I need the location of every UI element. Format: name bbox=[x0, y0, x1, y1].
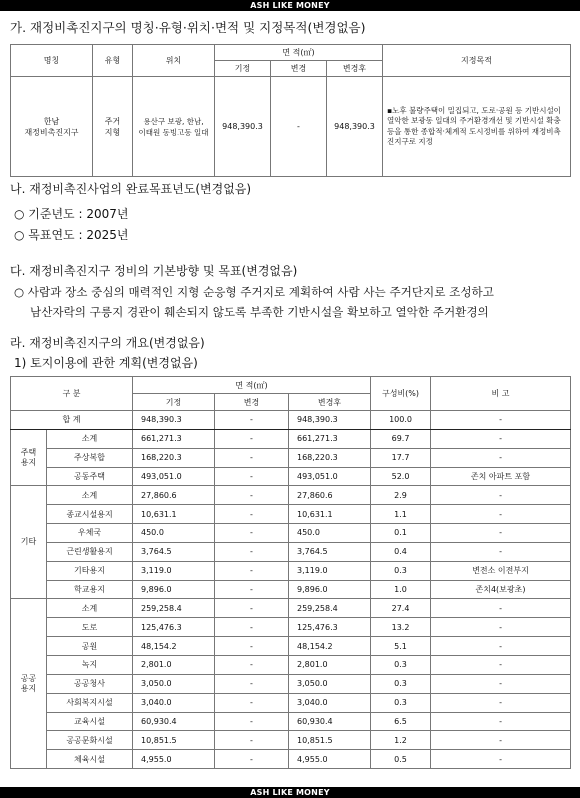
table-row bbox=[11, 505, 571, 524]
cell-change: - bbox=[215, 599, 289, 618]
cell-after: 10,851.5 bbox=[289, 731, 371, 750]
land-use-table bbox=[10, 376, 571, 769]
bottom-brand-bar: ASH LIKE MONEY bbox=[0, 787, 580, 798]
cell-ratio: 0.4 bbox=[371, 542, 431, 561]
cell-ratio: 1.2 bbox=[371, 731, 431, 750]
cell-change: - bbox=[215, 486, 289, 505]
table-row bbox=[11, 637, 571, 656]
cell-existing: 259,258.4 bbox=[133, 599, 215, 618]
table-row bbox=[11, 486, 571, 505]
table-row bbox=[11, 750, 571, 769]
cell-note: - bbox=[431, 712, 571, 731]
table-row bbox=[11, 674, 571, 693]
col-ratio: 구성비(%) bbox=[371, 377, 431, 411]
cell-after: 125,476.3 bbox=[289, 618, 371, 637]
cell-note: - bbox=[431, 429, 571, 448]
cell-ratio: 0.3 bbox=[371, 693, 431, 712]
cell-label: 사회복지시설 bbox=[47, 693, 133, 712]
cell-note: 존치4(보광초) bbox=[431, 580, 571, 599]
cell-after: 4,955.0 bbox=[289, 750, 371, 769]
cell-existing: 3,040.0 bbox=[133, 693, 215, 712]
cell-existing: 4,955.0 bbox=[133, 750, 215, 769]
cell-label: 도로 bbox=[47, 618, 133, 637]
cell-note: - bbox=[431, 542, 571, 561]
cell-existing: 450.0 bbox=[133, 524, 215, 543]
cell-existing: 48,154.2 bbox=[133, 637, 215, 656]
table-row bbox=[11, 655, 571, 674]
cell-change: - bbox=[215, 448, 289, 467]
designation-purpose: ▪노후 불량주택이 밀집되고, 도로·공원 등 기반시설이 열악한 보광동 일대의 주거환경개선 및 기반시설 확충 등을 통한 종합적·체계적 도시정비를 위하여 재정비촉진지구로 지정 bbox=[383, 77, 571, 177]
cell-ratio: 0.3 bbox=[371, 561, 431, 580]
cell-change: - bbox=[215, 561, 289, 580]
cell-label: 공원 bbox=[47, 637, 133, 656]
cell-after: 661,271.3 bbox=[289, 429, 371, 448]
cell-after: 3,040.0 bbox=[289, 693, 371, 712]
cell-ratio: 1.1 bbox=[371, 505, 431, 524]
col-type: 유형 bbox=[93, 45, 133, 77]
cell-ratio: 27.4 bbox=[371, 599, 431, 618]
cell-after: 60,930.4 bbox=[289, 712, 371, 731]
group-label: 공공 용지 bbox=[11, 599, 47, 769]
direction-line-2: 남산자락의 구릉지 경관이 훼손되지 않도록 부족한 기반시설을 확보하고 열악한 주거환경의 bbox=[30, 305, 489, 319]
designation-table bbox=[10, 44, 571, 177]
cell-note: - bbox=[431, 486, 571, 505]
table-row bbox=[11, 542, 571, 561]
cell-change: - bbox=[215, 524, 289, 543]
cell-change: - bbox=[215, 712, 289, 731]
cell-existing: 3,119.0 bbox=[133, 561, 215, 580]
cell-existing: 2,801.0 bbox=[133, 655, 215, 674]
table-row bbox=[11, 599, 571, 618]
cell-note: - bbox=[431, 618, 571, 637]
cell-change: - bbox=[215, 674, 289, 693]
cell-ratio: 0.5 bbox=[371, 750, 431, 769]
cell-existing: 3,764.5 bbox=[133, 542, 215, 561]
total-after: 948,390.3 bbox=[289, 411, 371, 430]
group-label: 주택 용지 bbox=[11, 429, 47, 486]
cell-existing: 9,896.0 bbox=[133, 580, 215, 599]
land-use-subtitle: 1) 토지이용에 관한 계획(변경없음) bbox=[14, 356, 198, 370]
top-brand-bar: ASH LIKE MONEY bbox=[0, 0, 580, 11]
table-row bbox=[11, 693, 571, 712]
area-after: 948,390.3 bbox=[327, 77, 383, 177]
table-row bbox=[11, 731, 571, 750]
cell-existing: 125,476.3 bbox=[133, 618, 215, 637]
cell-existing: 60,930.4 bbox=[133, 712, 215, 731]
total-note: - bbox=[431, 411, 571, 430]
total-label: 합 계 bbox=[11, 411, 133, 430]
cell-label: 주상복합 bbox=[47, 448, 133, 467]
col-after: 변경후 bbox=[327, 61, 383, 77]
cell-ratio: 52.0 bbox=[371, 467, 431, 486]
cell-existing: 27,860.6 bbox=[133, 486, 215, 505]
cell-note: - bbox=[431, 637, 571, 656]
cell-existing: 168,220.3 bbox=[133, 448, 215, 467]
cell-ratio: 69.7 bbox=[371, 429, 431, 448]
table-row bbox=[11, 712, 571, 731]
total-change: - bbox=[215, 411, 289, 430]
cell-label: 소계 bbox=[47, 599, 133, 618]
target-year: ○ 목표연도 : 2025년 bbox=[14, 228, 129, 242]
cell-ratio: 0.1 bbox=[371, 524, 431, 543]
cell-ratio: 5.1 bbox=[371, 637, 431, 656]
cell-note: - bbox=[431, 693, 571, 712]
cell-label: 교육시설 bbox=[47, 712, 133, 731]
cell-after: 493,051.0 bbox=[289, 467, 371, 486]
col-purpose: 지정목적 bbox=[383, 45, 571, 77]
cell-label: 공동주택 bbox=[47, 467, 133, 486]
group-label: 기타 bbox=[11, 486, 47, 599]
cell-after: 259,258.4 bbox=[289, 599, 371, 618]
district-location: 용산구 보광, 한남, 이태원 동빙고동 일대 bbox=[133, 77, 215, 177]
cell-note: 존치 아파트 포함 bbox=[431, 467, 571, 486]
col-existing: 기정 bbox=[133, 394, 215, 411]
cell-note: - bbox=[431, 674, 571, 693]
cell-after: 48,154.2 bbox=[289, 637, 371, 656]
cell-existing: 661,271.3 bbox=[133, 429, 215, 448]
cell-note: - bbox=[431, 448, 571, 467]
cell-after: 9,896.0 bbox=[289, 580, 371, 599]
cell-change: - bbox=[215, 467, 289, 486]
section-ra-title: 라. 재정비촉진지구의 개요(변경없음) bbox=[10, 336, 205, 350]
cell-label: 우체국 bbox=[47, 524, 133, 543]
table-row bbox=[11, 580, 571, 599]
cell-ratio: 0.3 bbox=[371, 674, 431, 693]
cell-note: - bbox=[431, 599, 571, 618]
col-area: 면 적(㎡) bbox=[215, 45, 383, 61]
cell-after: 3,119.0 bbox=[289, 561, 371, 580]
cell-existing: 3,050.0 bbox=[133, 674, 215, 693]
col-change: 변경 bbox=[215, 394, 289, 411]
table-row bbox=[11, 561, 571, 580]
col-location: 위치 bbox=[133, 45, 215, 77]
cell-after: 3,764.5 bbox=[289, 542, 371, 561]
cell-note: - bbox=[431, 655, 571, 674]
cell-note: - bbox=[431, 524, 571, 543]
cell-existing: 10,631.1 bbox=[133, 505, 215, 524]
table-row bbox=[11, 467, 571, 486]
cell-change: - bbox=[215, 731, 289, 750]
cell-label: 학교용지 bbox=[47, 580, 133, 599]
cell-label: 녹지 bbox=[47, 655, 133, 674]
district-type: 주거 지형 bbox=[93, 77, 133, 177]
col-area: 면 적(㎡) bbox=[133, 377, 371, 394]
col-after: 변경후 bbox=[289, 394, 371, 411]
cell-after: 2,801.0 bbox=[289, 655, 371, 674]
cell-ratio: 13.2 bbox=[371, 618, 431, 637]
cell-existing: 10,851.5 bbox=[133, 731, 215, 750]
area-change: - bbox=[271, 77, 327, 177]
cell-note: - bbox=[431, 750, 571, 769]
col-category: 구 분 bbox=[11, 377, 133, 411]
cell-ratio: 6.5 bbox=[371, 712, 431, 731]
cell-after: 10,631.1 bbox=[289, 505, 371, 524]
cell-label: 공공문화시설 bbox=[47, 731, 133, 750]
col-name: 명칭 bbox=[11, 45, 93, 77]
col-existing: 기정 bbox=[215, 61, 271, 77]
cell-change: - bbox=[215, 429, 289, 448]
cell-change: - bbox=[215, 693, 289, 712]
district-name: 한남 재정비촉진지구 bbox=[11, 77, 93, 177]
cell-change: - bbox=[215, 580, 289, 599]
cell-note: 변전소 이전부지 bbox=[431, 561, 571, 580]
cell-change: - bbox=[215, 618, 289, 637]
cell-change: - bbox=[215, 750, 289, 769]
cell-after: 168,220.3 bbox=[289, 448, 371, 467]
cell-after: 27,860.6 bbox=[289, 486, 371, 505]
cell-change: - bbox=[215, 655, 289, 674]
section-da-title: 다. 재정비촉진지구 정비의 기본방향 및 목표(변경없음) bbox=[10, 264, 298, 278]
cell-label: 종교시설용지 bbox=[47, 505, 133, 524]
total-row bbox=[11, 411, 571, 430]
section-na-title: 나. 재정비촉진사업의 완료목표년도(변경없음) bbox=[10, 182, 252, 196]
cell-note: - bbox=[431, 731, 571, 750]
cell-label: 체육시설 bbox=[47, 750, 133, 769]
cell-note: - bbox=[431, 505, 571, 524]
col-change: 변경 bbox=[271, 61, 327, 77]
table-row bbox=[11, 448, 571, 467]
cell-existing: 493,051.0 bbox=[133, 467, 215, 486]
cell-ratio: 1.0 bbox=[371, 580, 431, 599]
total-ratio: 100.0 bbox=[371, 411, 431, 430]
direction-line-1: ○ 사람과 장소 중심의 매력적인 지형 순응형 주거지로 계획하여 사람 사는 주거단지로 조성하고 bbox=[14, 285, 494, 299]
cell-after: 3,050.0 bbox=[289, 674, 371, 693]
section-ga-title: 가. 재정비촉진지구의 명칭·유형·위치·면적 및 지정목적(변경없음) bbox=[10, 20, 366, 35]
cell-label: 공공청사 bbox=[47, 674, 133, 693]
table-row bbox=[11, 618, 571, 637]
cell-label: 소계 bbox=[47, 486, 133, 505]
base-year: ○ 기준년도 : 2007년 bbox=[14, 207, 129, 221]
cell-label: 기타용지 bbox=[47, 561, 133, 580]
cell-ratio: 0.3 bbox=[371, 655, 431, 674]
cell-change: - bbox=[215, 637, 289, 656]
table-row bbox=[11, 524, 571, 543]
cell-label: 소계 bbox=[47, 429, 133, 448]
col-note: 비 고 bbox=[431, 377, 571, 411]
cell-change: - bbox=[215, 505, 289, 524]
cell-ratio: 2.9 bbox=[371, 486, 431, 505]
cell-after: 450.0 bbox=[289, 524, 371, 543]
cell-label: 근린생활용지 bbox=[47, 542, 133, 561]
area-existing: 948,390.3 bbox=[215, 77, 271, 177]
total-existing: 948,390.3 bbox=[133, 411, 215, 430]
table-row bbox=[11, 429, 571, 448]
cell-change: - bbox=[215, 542, 289, 561]
cell-ratio: 17.7 bbox=[371, 448, 431, 467]
